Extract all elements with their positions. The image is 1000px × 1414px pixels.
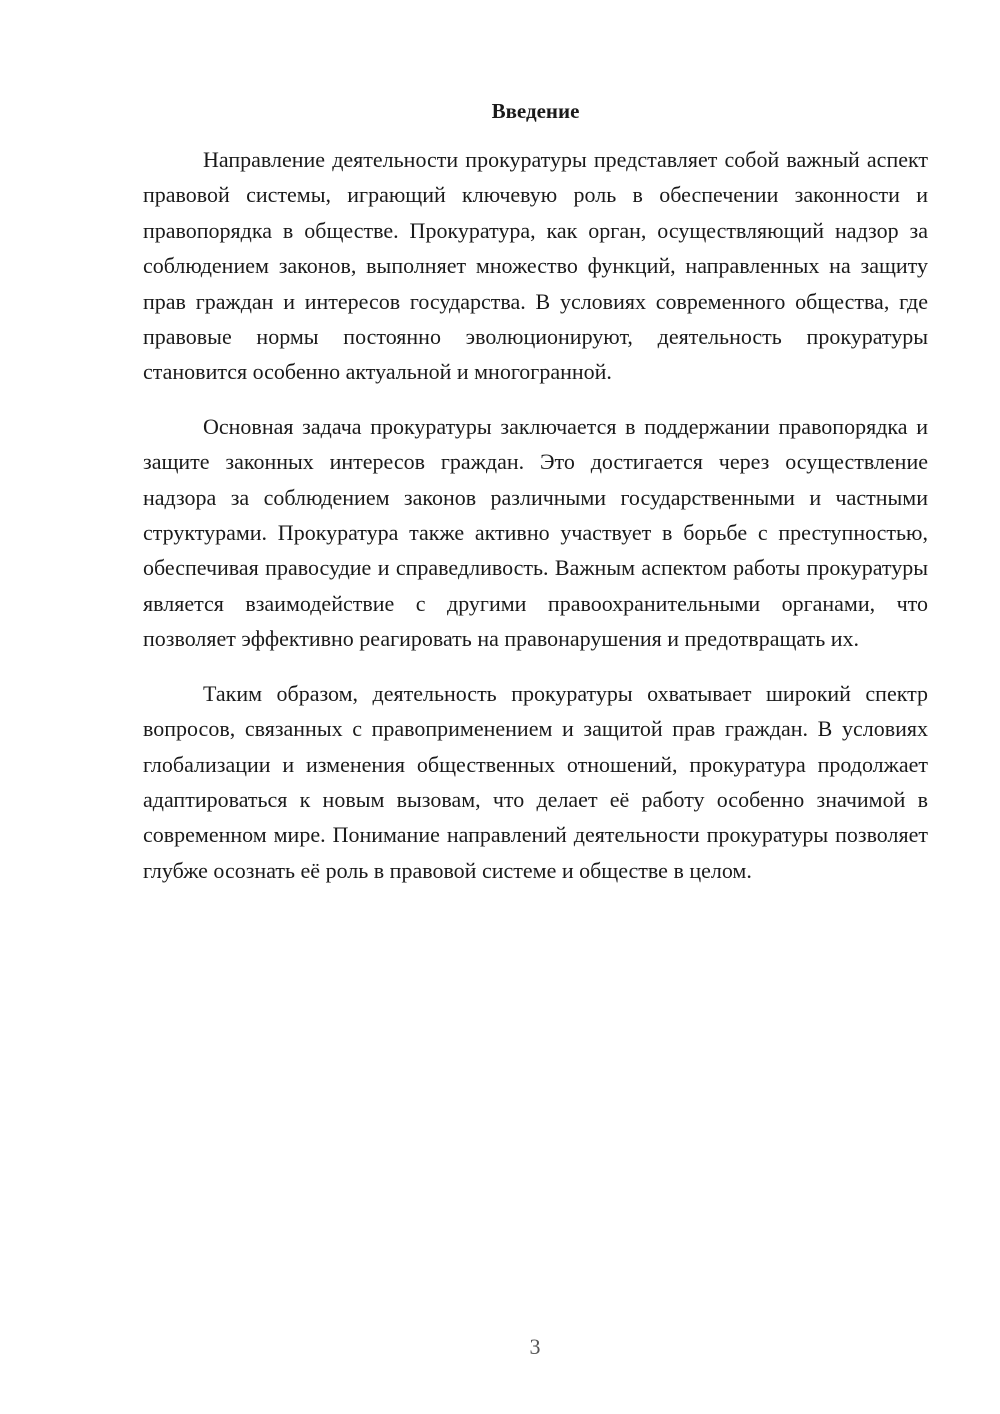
page-number: 3 [529,1334,541,1359]
paragraph-3: Таким образом, деятельность прокуратуры охватывает широкий спектр вопросов, связанных с правоприменением и защитой прав граждан. В условиях глобализации и изменения общественных отношений, прокуратура продолжает адаптироваться к новым вызовам, что делает её работу особенно значимой в современном мире. Понимание направлений деятельности прокуратуры позволяет глубже осознать её роль в правовой системе и обществе в целом. [143,680,928,883]
section-title: Введение [491,99,580,123]
body-text [143,142,928,907]
paragraph-2: Основная задача прокуратуры заключается в поддержании правопорядка и защите законных интересов граждан. Это достигается через осуществление надзора за соблюдением законов различными государственными и частными структурами. Прокуратура также активно участвует в борьбе с преступностью, обеспечивая правосудие и справедливость. Важным аспектом работы прокуратуры является взаимодействие с другими правоохранительными органами, что позволяет эффективно реагировать на правонарушения и предотвращать их. [143,413,928,652]
paragraph-1: Направление деятельности прокуратуры представляет собой важный аспект правовой системы, играющий ключевую роль в обеспечении законности и правопорядка в обществе. Прокуратура, как орган, осуществляющий надзор за соблюдением законов, выполняет множество функций, направленных на защиту прав граждан и интересов государства. В условиях современного общества, где правовые нормы постоянно эволюционируют, деятельность прокуратуры становится особенно актуальной и многогранной. [143,147,928,385]
